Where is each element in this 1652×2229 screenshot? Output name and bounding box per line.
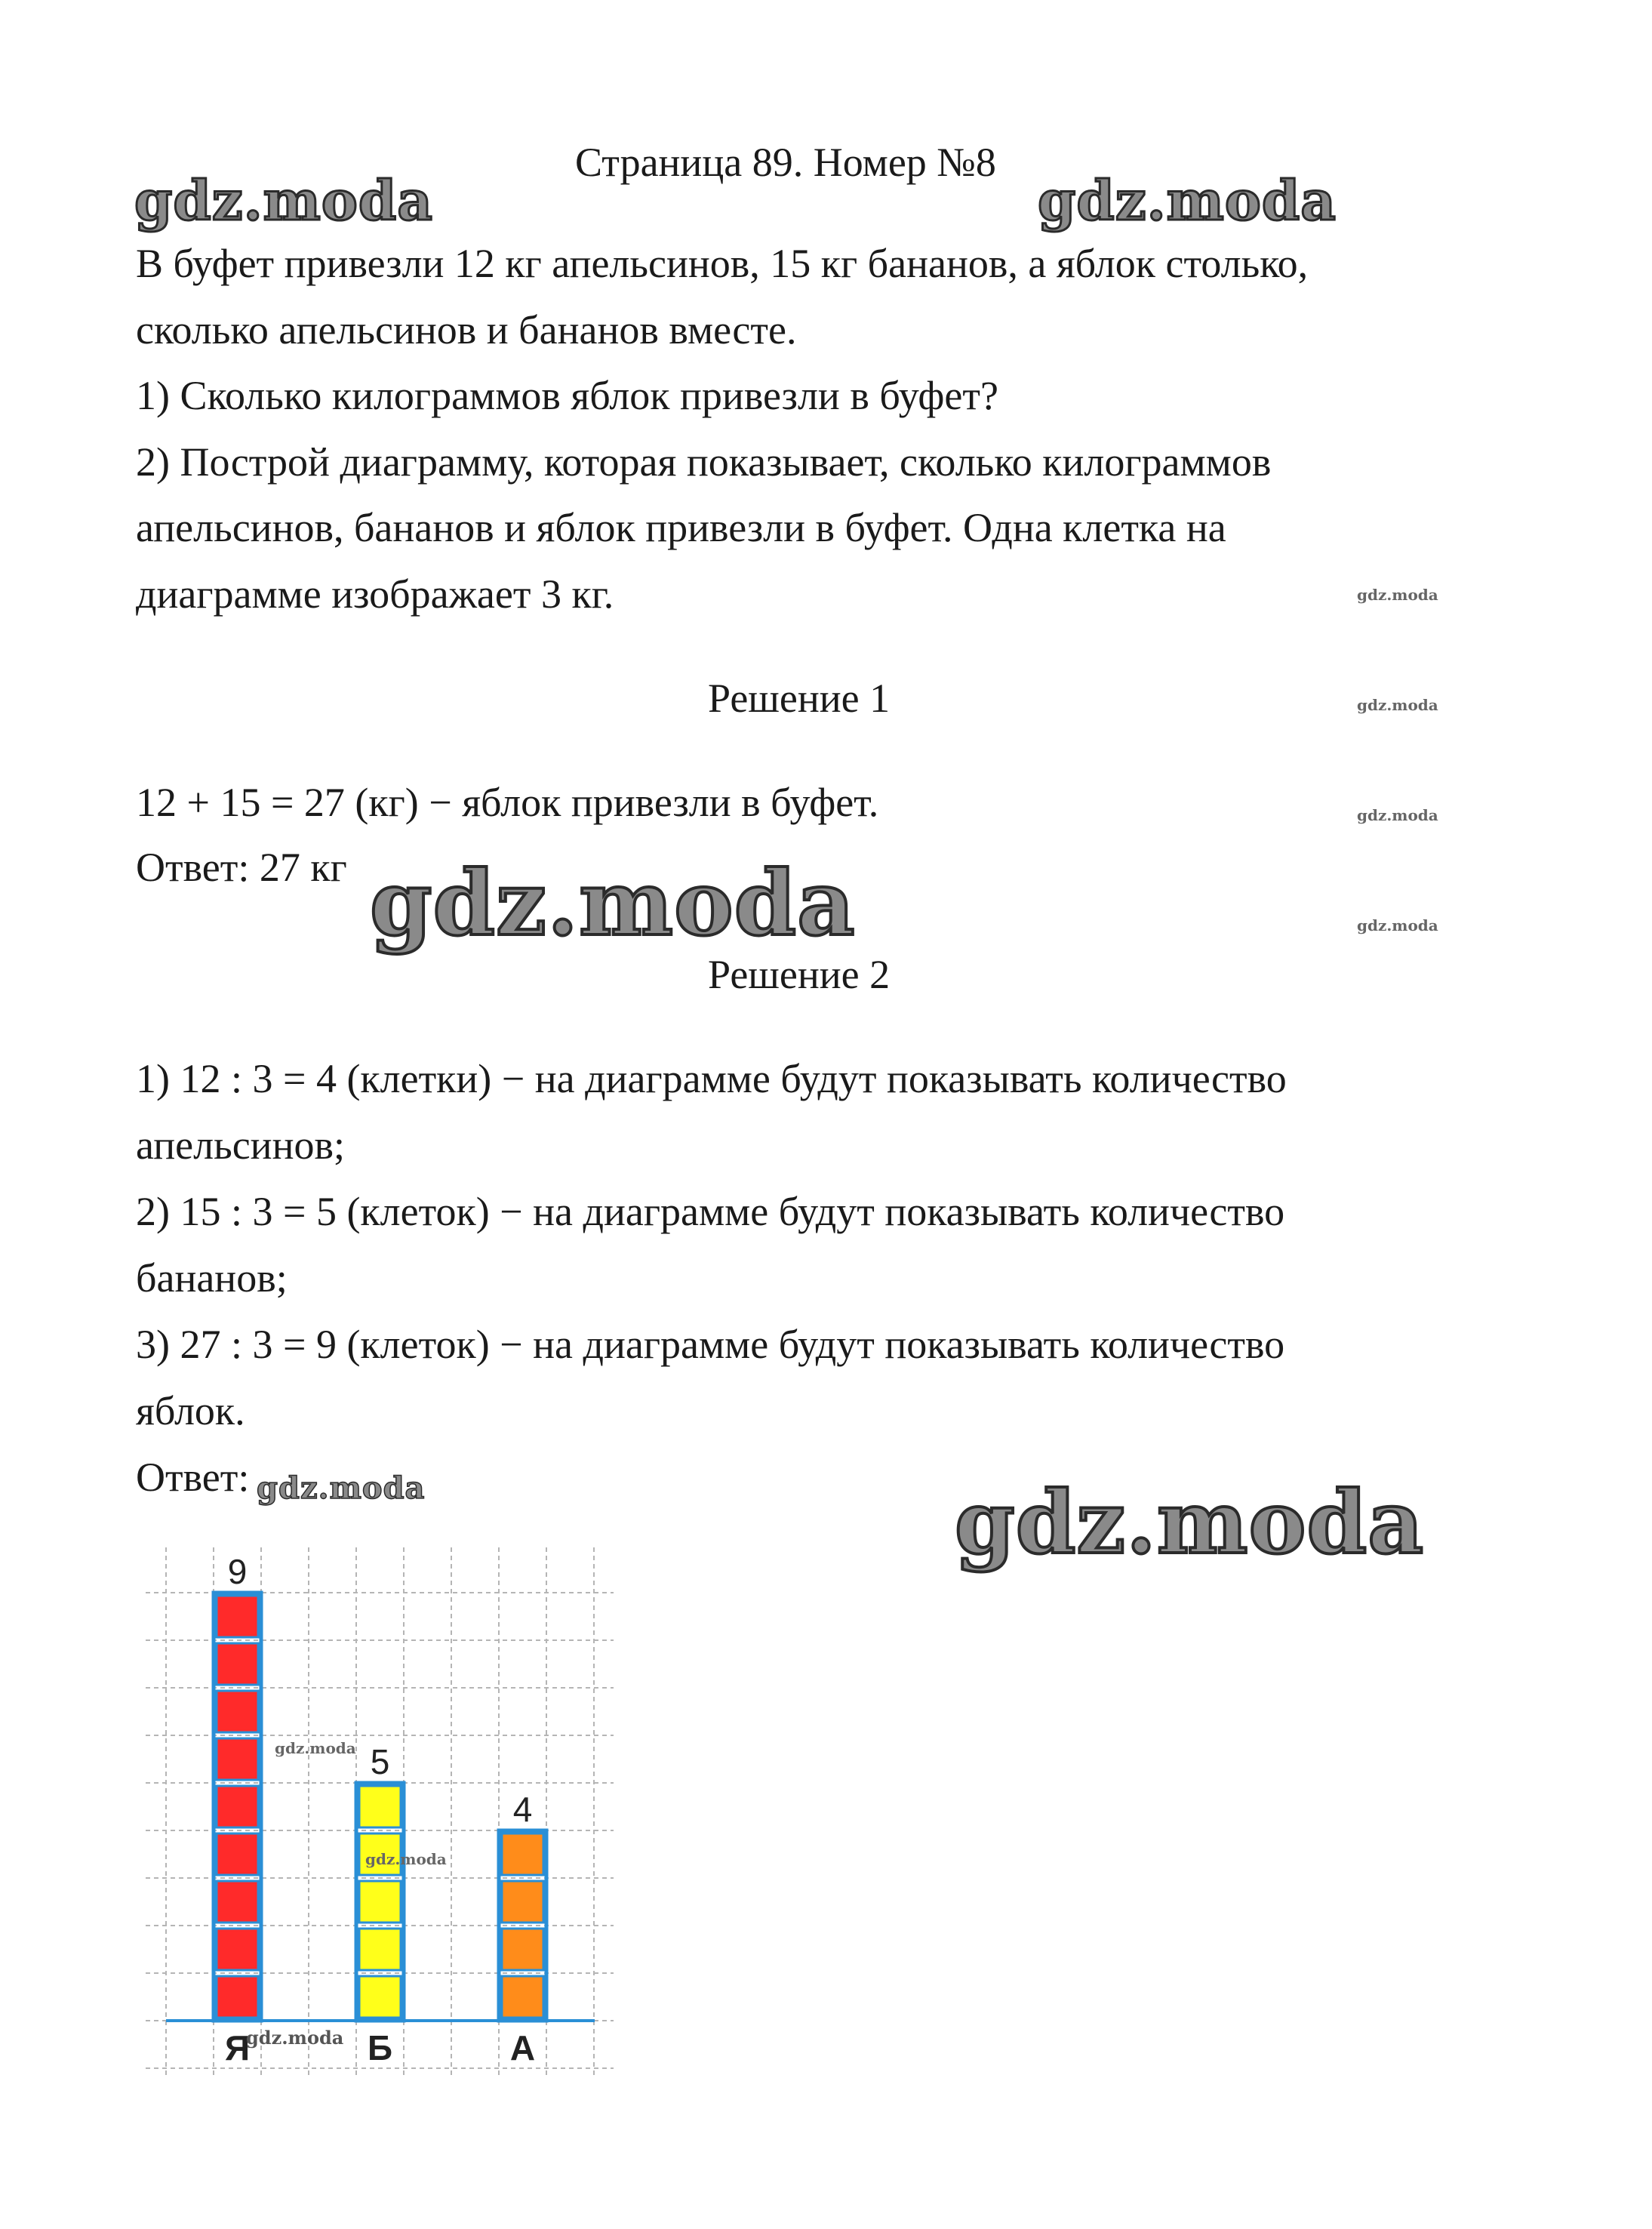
bar-cell bbox=[502, 1929, 543, 1970]
chart-watermarks bbox=[246, 1739, 447, 2049]
watermark-small: gdz.moda bbox=[1357, 586, 1438, 604]
chart-bars bbox=[214, 1593, 546, 2021]
solution2-line: 3) 27 : 3 = 9 (клеток) − на диаграмме будут показывать количество bbox=[136, 1322, 1285, 1367]
bar-cell bbox=[359, 1881, 401, 1923]
bar-cell bbox=[217, 1596, 258, 1637]
bar-cell bbox=[217, 1691, 258, 1732]
bar-cell bbox=[217, 1881, 258, 1923]
solution2-line: 1) 12 : 3 = 4 (клетки) − на диаграмме будут показывать количество bbox=[136, 1056, 1287, 1101]
solution2-line: бананов; bbox=[136, 1255, 288, 1301]
bar-cell bbox=[502, 1881, 543, 1923]
watermark: gdz.moda bbox=[370, 851, 856, 956]
watermark-small: gdz.moda bbox=[1357, 916, 1438, 934]
page-title: Страница 89. Номер №8 bbox=[575, 140, 996, 185]
solution2-answer: Ответ: bbox=[136, 1455, 250, 1500]
watermark: gdz.moda bbox=[134, 168, 433, 232]
bar-cell bbox=[217, 1738, 258, 1780]
problem-line: 2) Построй диаграмму, которая показывает, сколько килограммов bbox=[136, 439, 1272, 485]
bar-cell bbox=[217, 1833, 258, 1875]
solution2-line: 2) 15 : 3 = 5 (клеток) − на диаграмме будут показывать количество bbox=[136, 1189, 1285, 1234]
bar-cell bbox=[502, 1976, 543, 2018]
problem-line: сколько апельсинов и бананов вместе. bbox=[136, 307, 797, 353]
bar-cell bbox=[217, 1643, 258, 1685]
solution1-heading: Решение 1 bbox=[708, 676, 891, 721]
bar-cell bbox=[217, 1929, 258, 1970]
bar-cell bbox=[359, 1786, 401, 1827]
solution2-heading: Решение 2 bbox=[708, 952, 891, 997]
bar-cell bbox=[217, 1976, 258, 2018]
bar-value-label: 4 bbox=[512, 1790, 533, 1829]
bar-category-label: А bbox=[509, 2028, 536, 2067]
watermark: gdz.moda bbox=[1038, 168, 1337, 232]
watermark-small: gdz.moda bbox=[1357, 696, 1438, 714]
bar-cell bbox=[217, 1786, 258, 1827]
watermark: gdz.moda bbox=[257, 1470, 426, 1506]
problem-line: В буфет привезли 12 кг апельсинов, 15 кг бананов, а яблок столько, bbox=[136, 241, 1309, 286]
solution2-line: яблок. bbox=[136, 1388, 245, 1433]
problem-line: апельсинов, бананов и яблок привезли в буфет. Одна клетка на bbox=[136, 505, 1226, 550]
problem-line: 1) Сколько килограммов яблок привезли в буфет? bbox=[136, 373, 998, 418]
bar-cell bbox=[359, 1976, 401, 2018]
problem-line: диаграмме изображает 3 кг. bbox=[136, 571, 614, 617]
bar-cell bbox=[359, 1929, 401, 1970]
watermark-small: gdz.moda bbox=[246, 2027, 344, 2049]
bar-value-label: 5 bbox=[370, 1742, 390, 1781]
solution1-answer: Ответ: 27 кг bbox=[136, 845, 347, 890]
solution1-line: 12 + 15 = 27 (кг) − яблок привезли в буфет. bbox=[136, 780, 879, 825]
watermark-small: gdz.moda bbox=[1357, 806, 1438, 824]
bar-category-label: Я bbox=[224, 2028, 251, 2067]
solution2-line: апельсинов; bbox=[136, 1122, 345, 1168]
bar-cell bbox=[502, 1833, 543, 1875]
watermark: gdz.moda bbox=[955, 1472, 1425, 1573]
watermark-small: gdz.moda bbox=[275, 1739, 356, 1757]
watermark-small: gdz.moda bbox=[365, 1850, 447, 1868]
bar-chart bbox=[127, 1517, 625, 2083]
bar-value-label: 9 bbox=[227, 1552, 248, 1591]
bar-category-label: Б bbox=[367, 2028, 393, 2067]
